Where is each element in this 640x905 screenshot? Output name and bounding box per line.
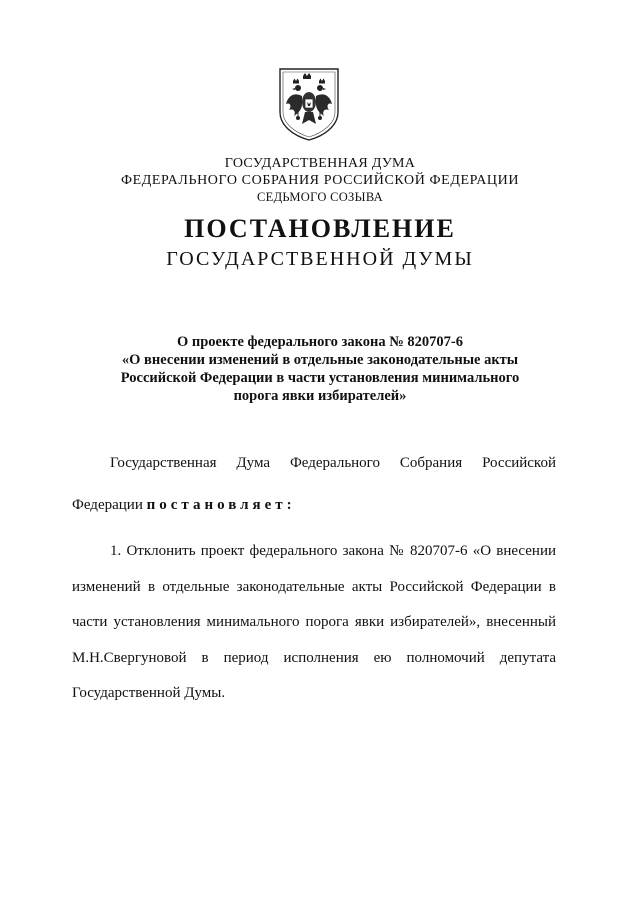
subject-line-1: О проекте федерального закона № 820707-6 [176,334,464,350]
item1-line-5: Государственной Думы. [72,685,226,701]
russian-coat-of-arms-icon [276,66,342,142]
header-line-1: ГОСУДАРСТВЕННАЯ ДУМА [224,156,416,171]
item1-line-4: М.Н.Свергуновой в период исполнения ею полномочий депутата [72,650,556,666]
subject-line-3: Российской Федерации в части установления минимального [120,370,520,386]
subject-line-4: порога явки избирателей» [233,388,407,404]
intro-paragraph-line-2 [72,497,556,514]
header-line-3: СЕДЬМОГО СОЗЫВА [257,190,383,204]
document-subtitle: ГОСУДАРСТВЕННОЙ ДУМЫ [166,248,474,270]
item1-line-3: части установления минимального порога явки избирателей», внесенный [72,614,556,630]
item1-line-2: изменений в отдельные законодательные акты Российской Федерации в [72,579,556,595]
intro-paragraph-line-1: Государственная Дума Федерального Собрания Российской [110,455,556,471]
resolution-verb: постановляет: [146,497,296,513]
subject-line-2: «О внесении изменений в отдельные законодательные акты [121,352,519,368]
item1-line-1: 1. Отклонить проект федерального закона № 820707-6 «О внесении [110,543,556,559]
header-line-2: ФЕДЕРАЛЬНОГО СОБРАНИЯ РОССИЙСКОЙ ФЕДЕРАЦИИ [120,173,520,188]
document-title: ПОСТАНОВЛЕНИЕ [184,214,456,243]
intro-prefix: Федерации [72,497,147,513]
